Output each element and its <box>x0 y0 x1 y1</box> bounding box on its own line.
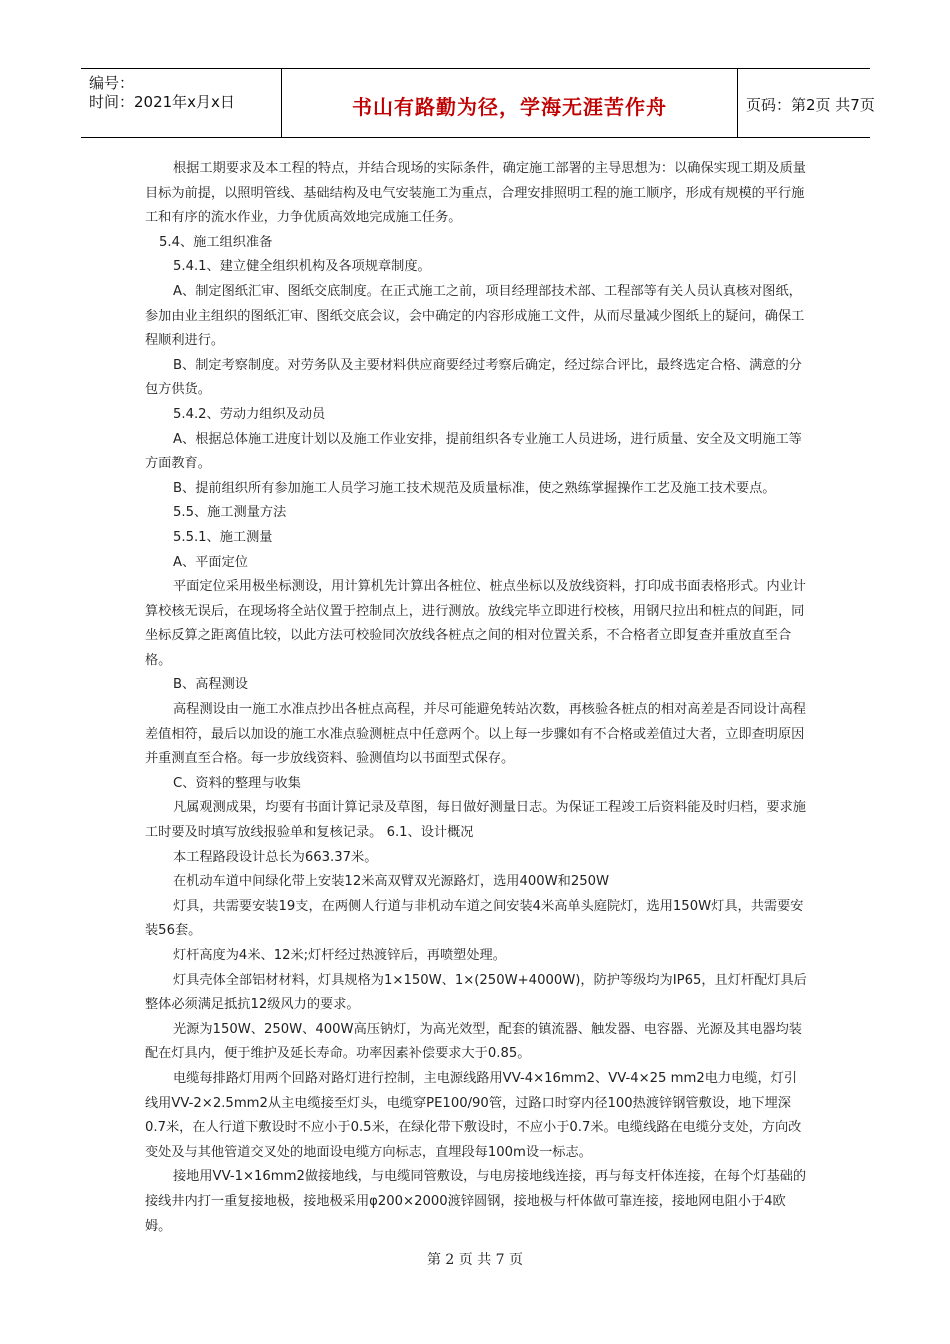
header-meta-cell <box>81 69 281 137</box>
paragraph: A、制定图纸汇审、图纸交底制度。在正式施工之前，项目经理部技术部、工程部等有关人员认真核对图纸，参加由业主组织的图纸汇审、图纸交底会议，会中确定的内容形成施工文件，从而尽量减少图纸上的疑问，确保工程顺利进行。 <box>145 283 805 349</box>
paragraph: 5.4.1、建立健全组织机构及各项规章制度。 <box>173 259 431 275</box>
paragraph: 电缆每排路灯用两个回路对路灯进行控制，主电源线路用VV-4×16mm2、VV-4×25 mm2电力电缆，灯引线用VV-2×2.5mm2从主电缆接至灯头，电缆穿PE100/90管，过路口时穿内径100热渡锌钢管敷设，地下埋深0.7米，在人行道下敷设时不应小于0.5米，在绿化带下敷设时，不应小于0.7米。电缆线路在电缆分支处，方向改变处及与其他管道交叉处的地面设电缆方向标志，直埋段每100m设一标志。 <box>145 1070 802 1160</box>
paragraph: 灯具，共需要安装19支，在两侧人行道与非机动车道之间安装4米高单头庭院灯，选用150W灯具，共需要安装56套。 <box>145 898 804 939</box>
paragraph: B、高程测设 <box>173 677 248 693</box>
header-motto: 书山有路勤为径，学海无涯苦作舟 <box>352 95 667 119</box>
header-motto-cell <box>281 69 738 137</box>
page-header <box>81 68 875 138</box>
paragraph: 平面定位采用极坐标测设，用计算机先计算出各桩位、桩点坐标以及放线资料，打印成书面表格形式。内业计算校核无误后，在现场将全站仪置于控制点上，进行测放。放线完毕立即进行校核，用钢尺拉出和桩点的间距，同坐标反算之距离值比较，以此方法可校验同次放线各桩点之间的相对位置关系，不合格者立即复查并重放直至合格。 <box>145 579 806 668</box>
paragraph: 本工程路段设计总长为663.37米。 <box>173 849 378 865</box>
paragraph: 5.5.1、施工测量 <box>173 529 273 545</box>
paragraph: C、资料的整理与收集 <box>173 775 301 791</box>
paragraph: B、提前组织所有参加施工人员学习施工技术规范及质量标准，使之熟练掌握操作工艺及施工技术要点。 <box>173 480 776 496</box>
header-page-cell <box>738 69 875 137</box>
paragraph: 5.4.2、劳动力组织及动员 <box>173 406 326 422</box>
paragraph: 灯具壳体全部铝材材料，灯具规格为1×150W、1×(250W+4000W)，防护等级均为IP65，且灯杆配灯具后整体必须满足抵抗12级风力的要求。 <box>145 972 807 1013</box>
paragraph: 高程测设由一施工水准点抄出各桩点高程，并尽可能避免转站次数，再核验各桩点的相对高差是否同设计高程差值相符，最后以加设的施工水准点验测桩点中任意两个。以上每一步骤如有不合格或差值过大者，立即查明原因并重测直至合格。每一步放线资料、验测值均以书面型式保存。 <box>145 702 806 767</box>
header-page-number: 页码：第2页 共7页 <box>746 96 875 114</box>
paragraph: 凡属观测成果，均要有书面计算记录及草图，每日做好测量日志。为保证工程竣工后资料能及时归档，要求施工时要及时填写放线报验单和复核记录。 6.1、设计概况 <box>145 800 806 841</box>
document-date-label: 时间：2021年x月x日 <box>89 93 235 111</box>
paragraph: B、制定考察制度。对劳务队及主要材料供应商要经过考察后确定，经过综合评比，最终选定合格、满意的分包方供货。 <box>145 357 802 398</box>
paragraph: 在机动车道中间绿化带上安装12米高双臂双光源路灯，选用400W和250W <box>173 874 610 890</box>
paragraph: 根据工期要求及本工程的特点，并结合现场的实际条件，确定施工部署的主导思想为：以确保实现工期及质量目标为前提，以照明管线、基础结构及电气安装施工为重点，合理安排照明工程的施工顺序，形成有规模的平行施工和有序的流水作业，力争优质高效地完成施工任务。 <box>145 161 806 226</box>
document-body <box>145 157 810 1239</box>
paragraph: 5.4、施工组织准备 <box>159 234 273 250</box>
page-footer: 第 2 页 共 7 页 <box>426 1252 524 1268</box>
paragraph: A、平面定位 <box>173 554 248 570</box>
paragraph: 光源为150W、250W、400W高压钠灯，为高光效型，配套的镇流器、触发器、电容器、光源及其电器均装配在灯具内，便于维护及延长寿命。功率因素补偿要求大于0.85。 <box>145 1021 802 1062</box>
paragraph: 接地用VV-1×16mm2做接地线，与电缆同管敷设，与电房接地线连接，再与每支杆体连接，在每个灯基础的接线井内打一重复接地极，接地极采用φ200×2000渡锌圆钢，接地极与杆体做可靠连接，接地网电阻小于4欧姆。 <box>145 1169 807 1234</box>
document-number-label: 编号： <box>89 74 135 92</box>
paragraph: A、根据总体施工进度计划以及施工作业安排，提前组织各专业施工人员进场，进行质量、安全及文明施工等方面教育。 <box>145 431 802 472</box>
paragraph: 5.5、施工测量方法 <box>173 505 287 521</box>
paragraph: 灯杆高度为4米、12米;灯杆经过热渡锌后，再喷塑处理。 <box>173 948 506 963</box>
